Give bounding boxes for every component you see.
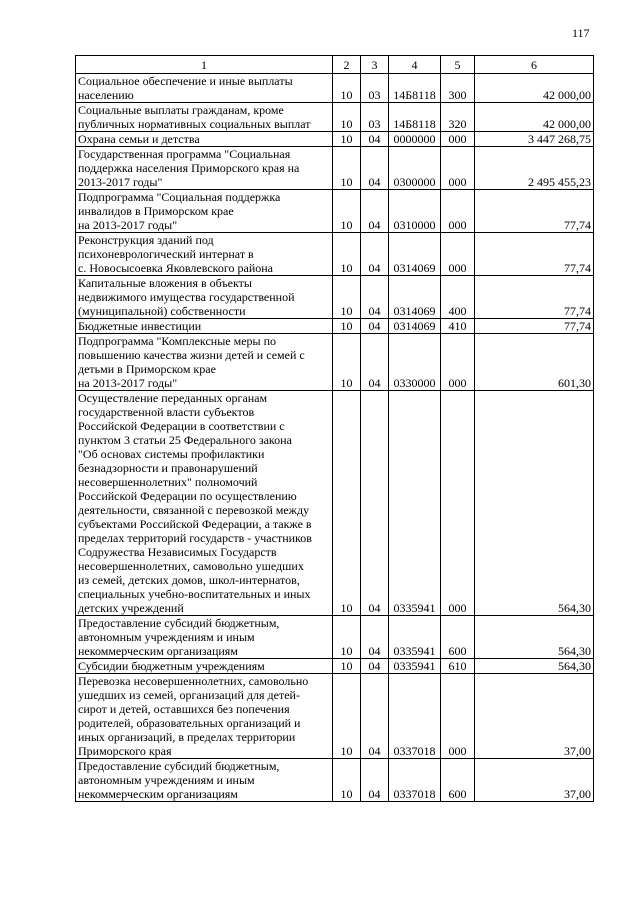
table-row	[76, 233, 594, 276]
row-subsection: 04	[361, 233, 389, 276]
row-section: 10	[333, 616, 361, 659]
row-amount: 601,30	[475, 334, 594, 391]
row-expense-type: 000	[441, 132, 475, 147]
row-name: Осуществление переданных органам государственной власти субъектов Российской Федерации в соответствии с пунктом 3 статьи 25 Федерального закона "Об основах системы профилактики безнадзорности и правонарушений несовершеннолетних" полномочий Российской Федерации по осуществлению деятельности, связанной с перевозкой между субъектами Российской Федерации, а также в пределах территорий государств - участников Содружества Независимых Государств несовершеннолетних, самовольно ушедших из семей, детских домов, школ-интернатов, специальных учебно-воспитательных и иных детских учреждений	[76, 391, 333, 616]
row-subsection: 03	[361, 74, 389, 103]
row-amount: 564,30	[475, 616, 594, 659]
row-target-article: 0335941	[389, 391, 441, 616]
row-section: 10	[333, 391, 361, 616]
row-name: Предоставление субсидий бюджетным, автономным учреждениям и иным некоммерческим организациям	[76, 759, 333, 802]
row-expense-type: 600	[441, 616, 475, 659]
row-section: 10	[333, 319, 361, 334]
row-expense-type: 600	[441, 759, 475, 802]
header-col-5: 5	[441, 56, 475, 74]
row-amount: 77,74	[475, 319, 594, 334]
row-section: 10	[333, 233, 361, 276]
row-name: Государственная программа "Социальная поддержка населения Приморского края на 2013-2017 годы"	[76, 147, 333, 190]
row-name: Капитальные вложения в объекты недвижимого имущества государственной (муниципальной) собственности	[76, 276, 333, 319]
row-amount: 42 000,00	[475, 103, 594, 132]
table-row	[76, 132, 594, 147]
row-name: Реконструкция зданий под психоневрологический интернат в с. Новосысоевка Яковлевского района	[76, 233, 333, 276]
row-target-article: 0337018	[389, 674, 441, 759]
header-col-3: 3	[361, 56, 389, 74]
row-subsection: 04	[361, 334, 389, 391]
row-subsection: 04	[361, 391, 389, 616]
row-section: 10	[333, 190, 361, 233]
row-section: 10	[333, 276, 361, 319]
row-section: 10	[333, 674, 361, 759]
row-section: 10	[333, 103, 361, 132]
table-row	[76, 147, 594, 190]
row-target-article: 0314069	[389, 276, 441, 319]
table-header	[76, 56, 594, 74]
row-name: Предоставление субсидий бюджетным, автономным учреждениям и иным некоммерческим организациям	[76, 616, 333, 659]
table-row	[76, 74, 594, 103]
header-row	[76, 56, 594, 74]
table-row	[76, 334, 594, 391]
row-subsection: 04	[361, 674, 389, 759]
table-row	[76, 616, 594, 659]
row-target-article: 0330000	[389, 334, 441, 391]
row-subsection: 04	[361, 616, 389, 659]
row-expense-type: 610	[441, 659, 475, 674]
row-name: Перевозка несовершеннолетних, самовольно ушедших из семей, организаций для детей- сирот и детей, оставшихся без попечения родителей, образовательных организаций и иных организаций, в пределах территории Приморского края	[76, 674, 333, 759]
row-subsection: 04	[361, 659, 389, 674]
row-amount: 564,30	[475, 659, 594, 674]
row-amount: 42 000,00	[475, 74, 594, 103]
row-target-article: 0335941	[389, 616, 441, 659]
table-row	[76, 674, 594, 759]
table-row	[76, 276, 594, 319]
row-subsection: 04	[361, 319, 389, 334]
page-number: 117	[572, 26, 590, 40]
header-col-4: 4	[389, 56, 441, 74]
row-subsection: 04	[361, 276, 389, 319]
row-name: Подпрограмма "Комплексные меры по повышению качества жизни детей и семей с детьми в Приморском крае на 2013-2017 годы"	[76, 334, 333, 391]
row-section: 10	[333, 132, 361, 147]
header-col-6: 6	[475, 56, 594, 74]
row-expense-type: 000	[441, 233, 475, 276]
row-section: 10	[333, 759, 361, 802]
header-col-1: 1	[76, 56, 333, 74]
table-row	[76, 319, 594, 334]
row-name: Социальное обеспечение и иные выплаты населению	[76, 74, 333, 103]
row-section: 10	[333, 334, 361, 391]
row-expense-type: 000	[441, 147, 475, 190]
row-target-article: 0000000	[389, 132, 441, 147]
table-row	[76, 659, 594, 674]
row-amount: 77,74	[475, 233, 594, 276]
table-row	[76, 759, 594, 802]
row-subsection: 04	[361, 759, 389, 802]
row-name: Подпрограмма "Социальная поддержка инвалидов в Приморском крае на 2013-2017 годы"	[76, 190, 333, 233]
row-expense-type: 000	[441, 190, 475, 233]
row-expense-type: 410	[441, 319, 475, 334]
row-subsection: 04	[361, 132, 389, 147]
row-amount: 564,30	[475, 391, 594, 616]
row-name: Бюджетные инвестиции	[76, 319, 333, 334]
row-target-article: 0337018	[389, 759, 441, 802]
row-target-article: 0314069	[389, 233, 441, 276]
row-name: Охрана семьи и детства	[76, 132, 333, 147]
row-subsection: 04	[361, 147, 389, 190]
header-col-2: 2	[333, 56, 361, 74]
row-subsection: 04	[361, 190, 389, 233]
row-expense-type: 300	[441, 74, 475, 103]
row-expense-type: 000	[441, 674, 475, 759]
table-row	[76, 103, 594, 132]
row-target-article: 0310000	[389, 190, 441, 233]
row-amount: 77,74	[475, 190, 594, 233]
row-expense-type: 320	[441, 103, 475, 132]
row-expense-type: 400	[441, 276, 475, 319]
row-target-article: 0300000	[389, 147, 441, 190]
table-row	[76, 391, 594, 616]
row-amount: 77,74	[475, 276, 594, 319]
row-amount: 37,00	[475, 759, 594, 802]
row-amount: 37,00	[475, 674, 594, 759]
row-expense-type: 000	[441, 391, 475, 616]
budget-table	[75, 55, 594, 802]
row-name: Социальные выплаты гражданам, кроме публичных нормативных социальных выплат	[76, 103, 333, 132]
row-target-article: 0335941	[389, 659, 441, 674]
table-row	[76, 190, 594, 233]
row-expense-type: 000	[441, 334, 475, 391]
row-amount: 3 447 268,75	[475, 132, 594, 147]
row-target-article: 0314069	[389, 319, 441, 334]
row-section: 10	[333, 659, 361, 674]
row-subsection: 03	[361, 103, 389, 132]
row-section: 10	[333, 147, 361, 190]
row-amount: 2 495 455,23	[475, 147, 594, 190]
row-target-article: 14Б8118	[389, 103, 441, 132]
row-section: 10	[333, 74, 361, 103]
row-target-article: 14Б8118	[389, 74, 441, 103]
row-name: Субсидии бюджетным учреждениям	[76, 659, 333, 674]
